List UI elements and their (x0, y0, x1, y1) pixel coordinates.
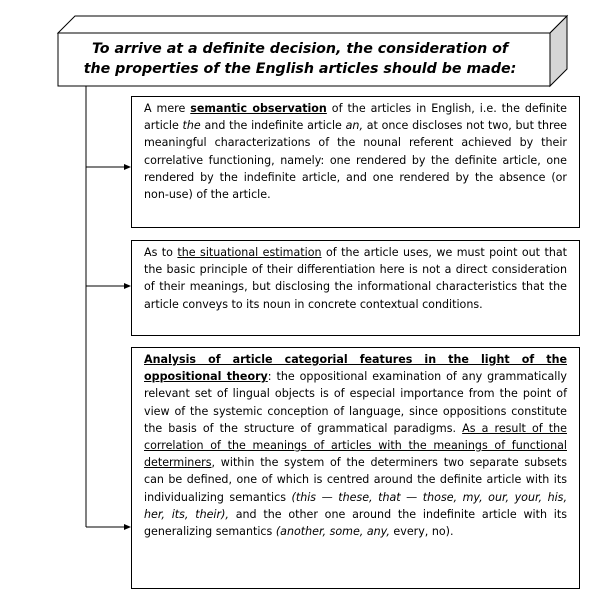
example-an: an, (345, 119, 363, 133)
term-situational-estimation: the situational estimation (177, 246, 322, 259)
text-run: every, no). (389, 525, 454, 539)
text-run: , within the system of the determiners two separate subsets can be defined, one of which is centred around the definite article with its individualizing semantics (144, 456, 567, 504)
header-line-2: the properties of the English articles should be made: (83, 61, 517, 77)
text-run: : the oppositional examination of any grammatically relevant set of lingual objects is of especial importance from the point of view of the systemic conception of language, since oppositions constitute the basis of the structure of grammatical paradigms. (144, 370, 567, 435)
text-run: of the article uses, we must point out that the basic principle of their differentiation here is not a direct consideration of their meanings, but disclosing the informational characteristics that the article conveys to its noun in concrete contextual conditions. (144, 246, 567, 311)
example-the: the (182, 119, 201, 133)
situational-estimation-box (131, 240, 580, 336)
semantic-observation-box (131, 96, 580, 228)
arrow-head-3 (124, 524, 131, 530)
header-line-1: To arrive at a definite decision, the consideration of (91, 41, 509, 57)
oppositional-analysis-box (131, 347, 580, 589)
text-run: and the indefinite article (200, 119, 346, 133)
term-correlation-of-meanings: As a result of the correlation of the meanings of articles with the meanings of functional determiners (144, 421, 567, 470)
term-oppositional-analysis: Analysis of article categorial features in the light of the oppositional theory (144, 353, 567, 384)
examples-indefinite-determiners: (another, some, any, (275, 525, 390, 539)
text-run: at once discloses not two, but three meaningful characterizations of the nounal referent achieved by their correlative functioning, namely: one rendered by the definite article, one rendered by the indefinite article, and one rendered by the absence (or non-use) of the article. (144, 119, 568, 202)
arrow-head-1 (124, 164, 131, 170)
text-run: and the other one around the indefinite article with its generalizing semantics (144, 507, 568, 539)
term-semantic-observation: semantic observation (190, 102, 327, 115)
text-run: A mere (144, 102, 191, 115)
arrow-head-2 (124, 283, 131, 289)
text-run: As to (144, 246, 178, 259)
examples-definite-determiners: (this — these, that — those, my, our, your, his, her, its, their), (144, 490, 567, 521)
text-run: of the articles in English, i.e. the definite article (144, 102, 567, 133)
